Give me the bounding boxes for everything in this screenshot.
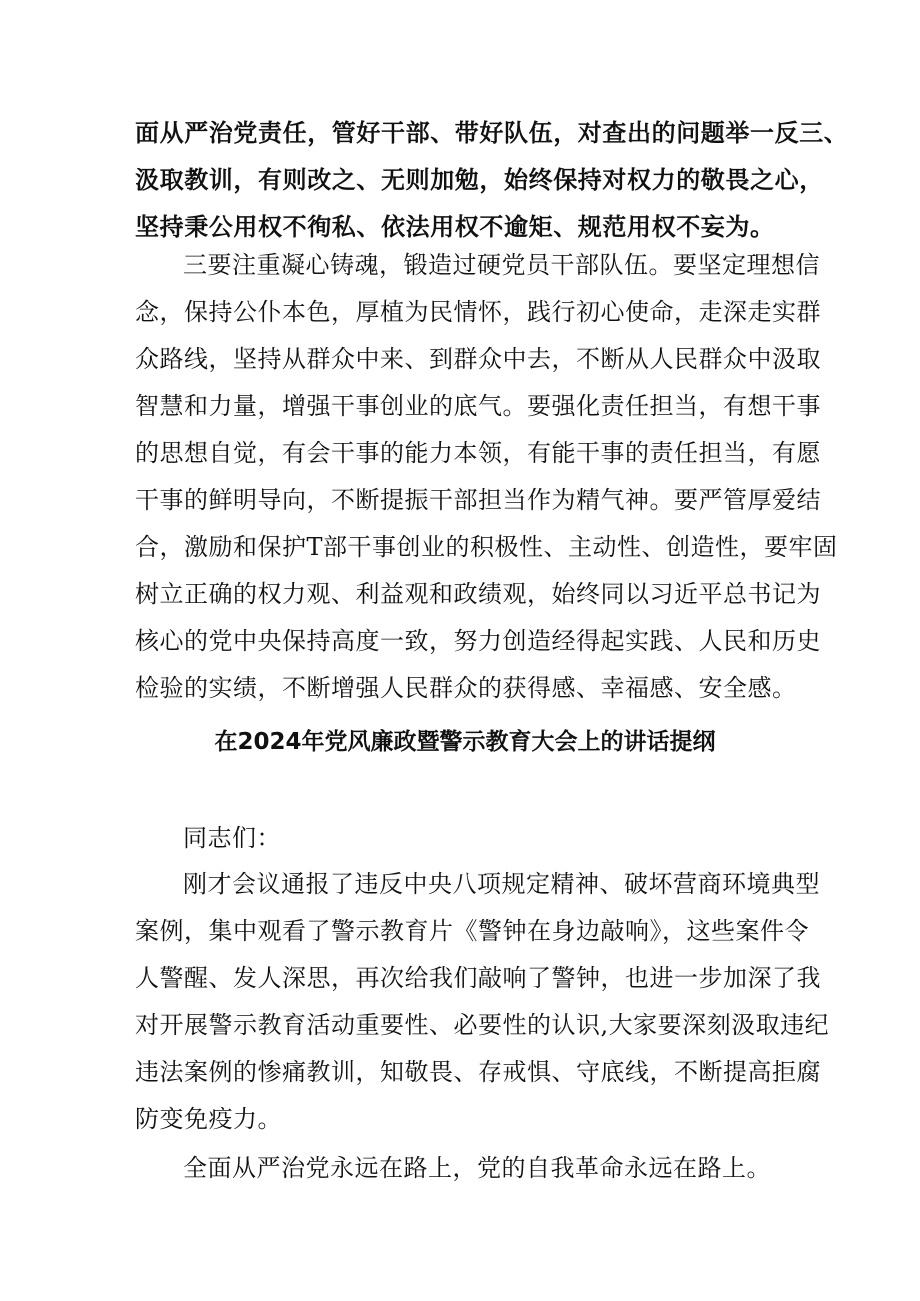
text-line: 坚持秉公用权不徇私、依法用权不逾矩、规范用权不妄为。 (135, 213, 775, 241)
text-line: 念，保持公仆本色，厚植为民情怀，践行初心使命，走深走实群 (135, 298, 821, 326)
text-line: 人警醒、发人深思，再次给我们敲响了警钟，也进一步加深了我 (135, 964, 821, 992)
text-line: 树立正确的权力观、利益观和政绩观，始终同以习近平总书记为 (135, 580, 821, 608)
text-line: 全面从严治党永远在路上，党的自我革命永远在路上。 (183, 1154, 771, 1182)
bold-paragraph (135, 110, 849, 251)
text-line: 刚才会议通报了违反中央八项规定精神、破坏营商环境典型 (183, 870, 820, 898)
text-line: 检验的实绩，不断增强人民群众的获得感、幸福感、安全感。 (135, 674, 797, 702)
text-line: 核心的党中央保持高度一致，努力创造经得起实践、人民和历史 (135, 627, 821, 655)
text-line: 防变免疫力。 (135, 1105, 282, 1133)
text-line: 的思想自觉，有会干事的能力本领，有能干事的责任担当，有愿 (135, 439, 821, 467)
text-line: 对开展警示教育活动重要性、必要性的认识,大家要深刻汲取违纪 (135, 1011, 830, 1039)
paragraph-last (135, 1145, 795, 1192)
text-line: 案例，集中观看了警示教育片《警钟在身边敲响》，这些案件令 (135, 917, 809, 945)
salutation-block (135, 815, 795, 862)
salutation: 同志们： (183, 824, 281, 852)
text-line: 智慧和力量，增强干事创业的底气。要强化责任担当，有想干事 (135, 392, 821, 420)
text-line: 三要注重凝心铸魂，锻造过硬党员干部队伍。要坚定理想信 (183, 251, 820, 279)
text-line: 面从严治党责任，管好干部、带好队伍，对查出的问题举一反三、 (135, 119, 849, 147)
text-line: 干事的鲜明导向，不断提振干部担当作为精气神。要严管厚爱结 (135, 486, 821, 514)
section-title: 在2024年党风廉政暨警示教育大会上的讲话提纲 (214, 729, 716, 755)
text-line: 众路线，坚持从群众中来、到群众中去，不断从人民群众中汲取 (135, 345, 821, 373)
text-line: 汲取教训，有则改之、无则加勉，始终保持对权力的敬畏之心， (135, 166, 824, 194)
text-line: 违法案例的惨痛教训，知敬畏、存戒惧、守底线，不断提高拒腐 (135, 1058, 821, 1086)
text-line: 合，激励和保护T部干事创业的积极性、主动性、创造性，要牢固 (135, 533, 838, 561)
paragraph-intro (135, 861, 830, 1143)
paragraph-three (135, 242, 838, 712)
